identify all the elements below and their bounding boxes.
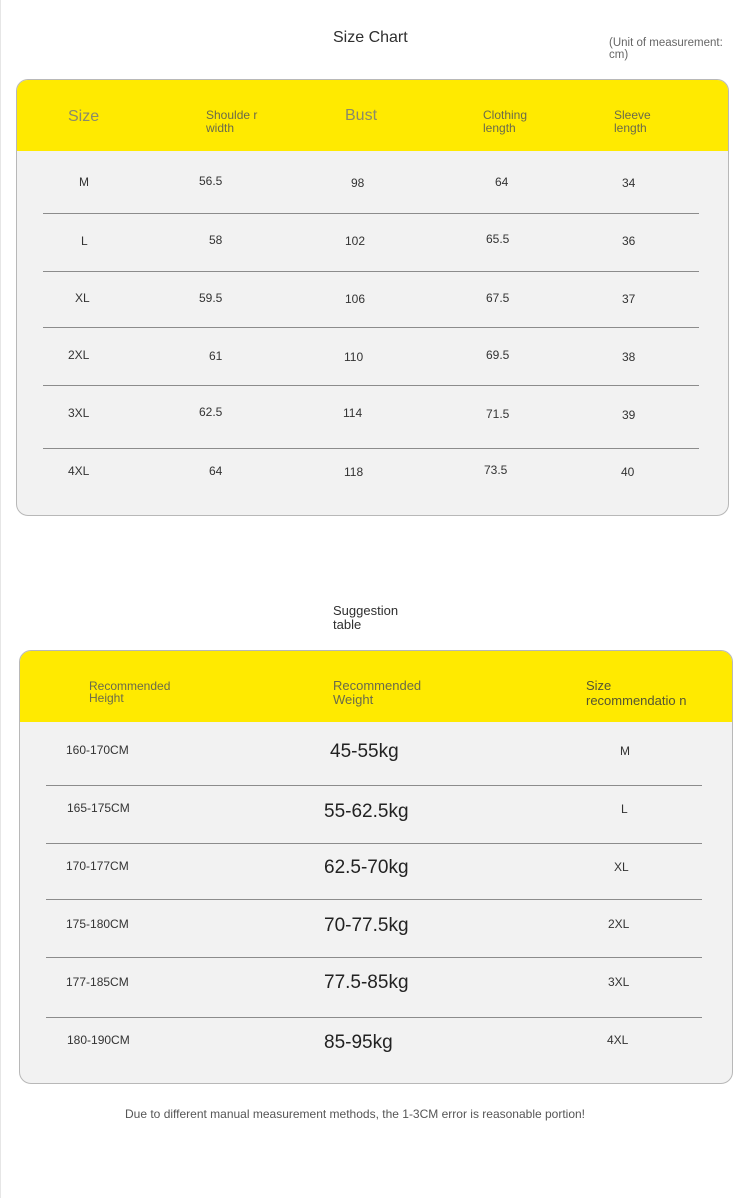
row-divider xyxy=(46,899,702,900)
row-divider xyxy=(43,213,699,214)
size-chart-cell: 69.5 xyxy=(486,348,510,362)
suggestion-size-cell: 2XL xyxy=(608,917,630,931)
size-chart-cell: 110 xyxy=(344,350,364,364)
row-divider xyxy=(43,271,699,272)
footnote: Due to different manual measurement methods, the 1-3CM error is reasonable portion! xyxy=(125,1107,586,1121)
suggestion-size-cell: L xyxy=(621,802,628,816)
suggestion-table xyxy=(19,650,733,1084)
unit-note: (Unit of measurement: cm) xyxy=(609,37,723,61)
suggestion-table-header xyxy=(20,651,732,722)
row-divider xyxy=(46,1017,702,1018)
suggestion-height-cell: 165-175CM xyxy=(67,801,130,815)
size-chart-cell: XL xyxy=(75,291,90,305)
size-chart-cell: 73.5 xyxy=(484,463,508,477)
size-chart-cell: 36 xyxy=(622,234,636,248)
suggestion-size-cell: M xyxy=(620,744,630,758)
suggestion-height-cell: 175-180CM xyxy=(66,917,129,931)
row-divider xyxy=(46,843,702,844)
header-sleeve-length: Sleeve length xyxy=(614,108,651,135)
header-shoulder-width: Shoulde r width xyxy=(206,108,258,135)
size-chart-cell: 64 xyxy=(209,464,223,478)
size-chart-cell: 106 xyxy=(345,292,366,306)
size-chart-cell: 118 xyxy=(344,465,364,479)
size-chart-cell: M xyxy=(79,175,89,189)
header-bust: Bust xyxy=(345,107,378,124)
size-chart-title: Size Chart xyxy=(333,29,408,46)
row-divider xyxy=(43,448,699,449)
size-chart-cell: 98 xyxy=(351,176,365,190)
size-chart-cell: 61 xyxy=(209,349,223,363)
suggestion-weight-cell: 70-77.5kg xyxy=(324,915,409,936)
suggestion-weight-cell: 55-62.5kg xyxy=(324,801,409,822)
size-chart-cell: 71.5 xyxy=(486,407,510,421)
size-chart-cell: 39 xyxy=(622,408,636,422)
row-divider xyxy=(43,385,699,386)
suggestion-height-cell: 160-170CM xyxy=(66,743,129,757)
header-size: Size xyxy=(68,108,100,125)
size-chart-cell: 62.5 xyxy=(199,405,223,419)
suggestion-height-cell: 180-190CM xyxy=(67,1033,130,1047)
size-chart-cell: 67.5 xyxy=(486,291,510,305)
suggestion-height-cell: 170-177CM xyxy=(66,859,129,873)
size-chart-cell: 4XL xyxy=(68,464,90,478)
suggestion-table-title: Suggestion table xyxy=(333,603,399,632)
suggestion-weight-cell: 85-95kg xyxy=(324,1032,393,1053)
suggestion-weight-cell: 45-55kg xyxy=(330,741,399,762)
header-recommended-height: Recommended Height xyxy=(89,679,171,705)
size-chart-cell: 40 xyxy=(621,465,635,479)
size-chart-cell: 102 xyxy=(345,234,366,248)
size-chart-table xyxy=(16,79,729,516)
suggestion-size-cell: 4XL xyxy=(607,1033,629,1047)
size-chart-cell: 38 xyxy=(622,350,636,364)
size-chart-cell: 59.5 xyxy=(199,291,223,305)
size-chart-cell: 3XL xyxy=(68,406,90,420)
size-chart-cell: 34 xyxy=(622,176,636,190)
header-recommended-weight: Recommended Weight xyxy=(333,678,422,707)
size-chart-cell: 64 xyxy=(495,175,509,189)
size-chart-cell: 58 xyxy=(209,233,223,247)
page-edge-rule xyxy=(0,0,1,1198)
suggestion-weight-cell: 77.5-85kg xyxy=(324,972,409,993)
suggestion-height-cell: 177-185CM xyxy=(66,975,129,989)
row-divider xyxy=(46,957,702,958)
header-clothing-length: Clothing length xyxy=(483,108,528,135)
size-chart-cell: 37 xyxy=(622,292,636,306)
suggestion-size-cell: 3XL xyxy=(608,975,630,989)
size-chart-header xyxy=(17,80,728,151)
size-chart-cell: 65.5 xyxy=(486,232,510,246)
header-size-recommendation: Size recommendatio n xyxy=(586,678,687,708)
row-divider xyxy=(46,785,702,786)
size-chart-cell: 114 xyxy=(343,406,363,420)
size-chart-cell: 56.5 xyxy=(199,174,223,188)
suggestion-weight-cell: 62.5-70kg xyxy=(324,857,409,878)
row-divider xyxy=(43,327,699,328)
suggestion-size-cell: XL xyxy=(614,860,629,874)
size-chart-cell: 2XL xyxy=(68,348,90,362)
size-chart-cell: L xyxy=(81,234,88,248)
